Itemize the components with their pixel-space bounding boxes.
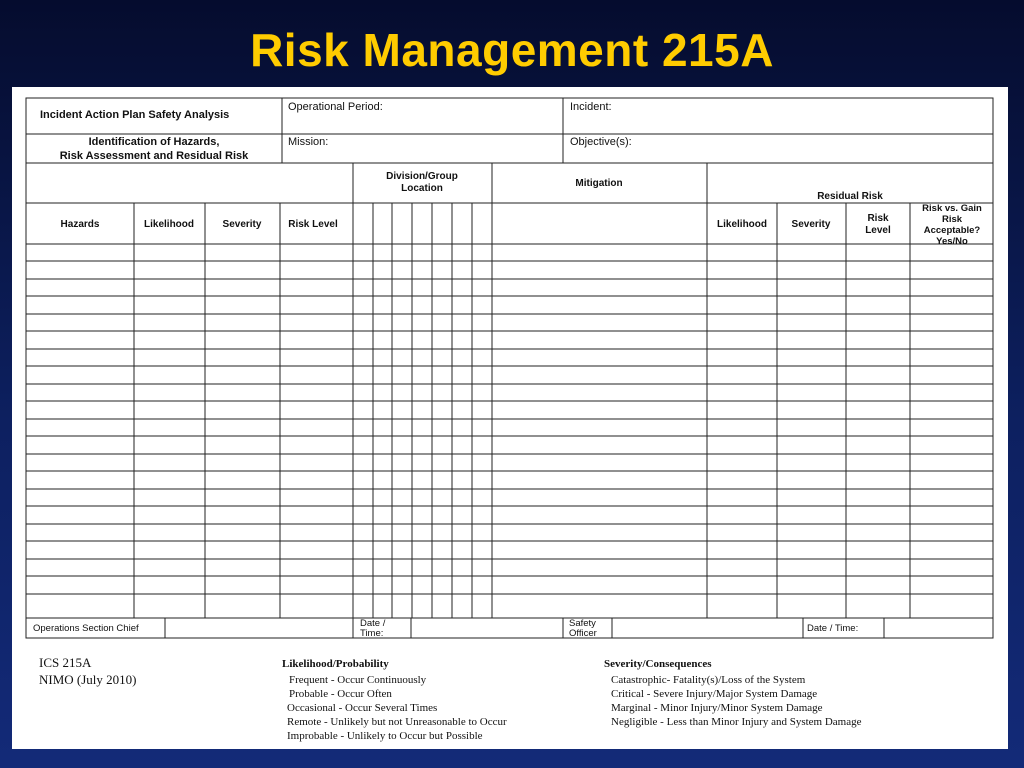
division-group-header-line1: Division/Group	[386, 171, 458, 182]
severity-legend-item: Critical - Severe Injury/Major System Damage	[611, 688, 818, 700]
likelihood-column-header: Likelihood	[144, 219, 194, 230]
form-version: NIMO (July 2010)	[39, 672, 137, 687]
severity-legend-title: Severity/Consequences	[604, 658, 712, 670]
severity-column-header: Severity	[222, 219, 262, 230]
severity-legend-item: Negligible - Less than Minor Injury and System Damage	[611, 716, 862, 728]
risk-level-column-header: Risk Level	[288, 219, 338, 230]
likelihood-legend-item: Frequent - Occur Continuously	[289, 674, 427, 686]
operations-chief-label: Operations Section Chief	[33, 623, 139, 634]
operational-period-field[interactable]: Operational Period:	[288, 101, 383, 113]
form-grid	[12, 87, 1008, 749]
likelihood-legend-title: Likelihood/Probability	[282, 658, 389, 670]
safety-officer-label-line1: Safety	[569, 618, 596, 629]
severity-legend-item: Catastrophic- Fatality(s)/Loss of the System	[611, 674, 806, 686]
division-group-header-line2: Location	[401, 183, 443, 194]
form-id: ICS 215A	[39, 655, 92, 670]
residual-severity-column-header: Severity	[791, 219, 831, 230]
form-lines	[26, 98, 993, 638]
mission-field[interactable]: Mission:	[288, 136, 329, 148]
form-border	[26, 98, 993, 638]
risk-vs-gain-header-line3: Acceptable?	[923, 225, 981, 236]
residual-likelihood-column-header: Likelihood	[717, 219, 767, 230]
risk-vs-gain-header-line2: Risk	[941, 214, 963, 225]
risk-vs-gain-header-line1: Risk vs. Gain	[922, 203, 982, 214]
time-label-line2: Time:	[360, 628, 384, 639]
slide-title: Risk Management 215A	[250, 24, 774, 76]
date-time-label: Date / Time:	[807, 623, 859, 634]
likelihood-legend-item: Occasional - Occur Several Times	[287, 702, 438, 714]
mitigation-header: Mitigation	[575, 178, 623, 189]
risk-vs-gain-header-line4: Yes/No	[936, 236, 968, 247]
identification-label-line1: Identification of Hazards,	[88, 136, 220, 148]
form-name-label: Incident Action Plan Safety Analysis	[40, 109, 230, 121]
severity-legend-item: Marginal - Minor Injury/Minor System Damage	[611, 702, 823, 714]
safety-officer-label-line2: Officer	[569, 628, 597, 639]
incident-field[interactable]: Incident:	[570, 101, 612, 113]
likelihood-legend-item: Remote - Unlikely but not Unreasonable to Occur	[287, 716, 507, 728]
date-label-line1: Date /	[360, 618, 386, 629]
hazards-column-header: Hazards	[60, 219, 100, 230]
likelihood-legend-item: Improbable - Unlikely to Occur but Possible	[287, 730, 483, 742]
likelihood-legend-item: Probable - Occur Often	[289, 688, 392, 700]
identification-label-line2: Risk Assessment and Residual Risk	[59, 150, 249, 162]
ics-215a-form-sheet	[12, 87, 1008, 749]
residual-risk-header: Residual Risk	[817, 191, 883, 202]
objectives-field[interactable]: Objective(s):	[570, 136, 632, 148]
residual-risk-level-header-line2: Level	[865, 225, 891, 236]
residual-risk-level-header-line1: Risk	[867, 213, 889, 224]
